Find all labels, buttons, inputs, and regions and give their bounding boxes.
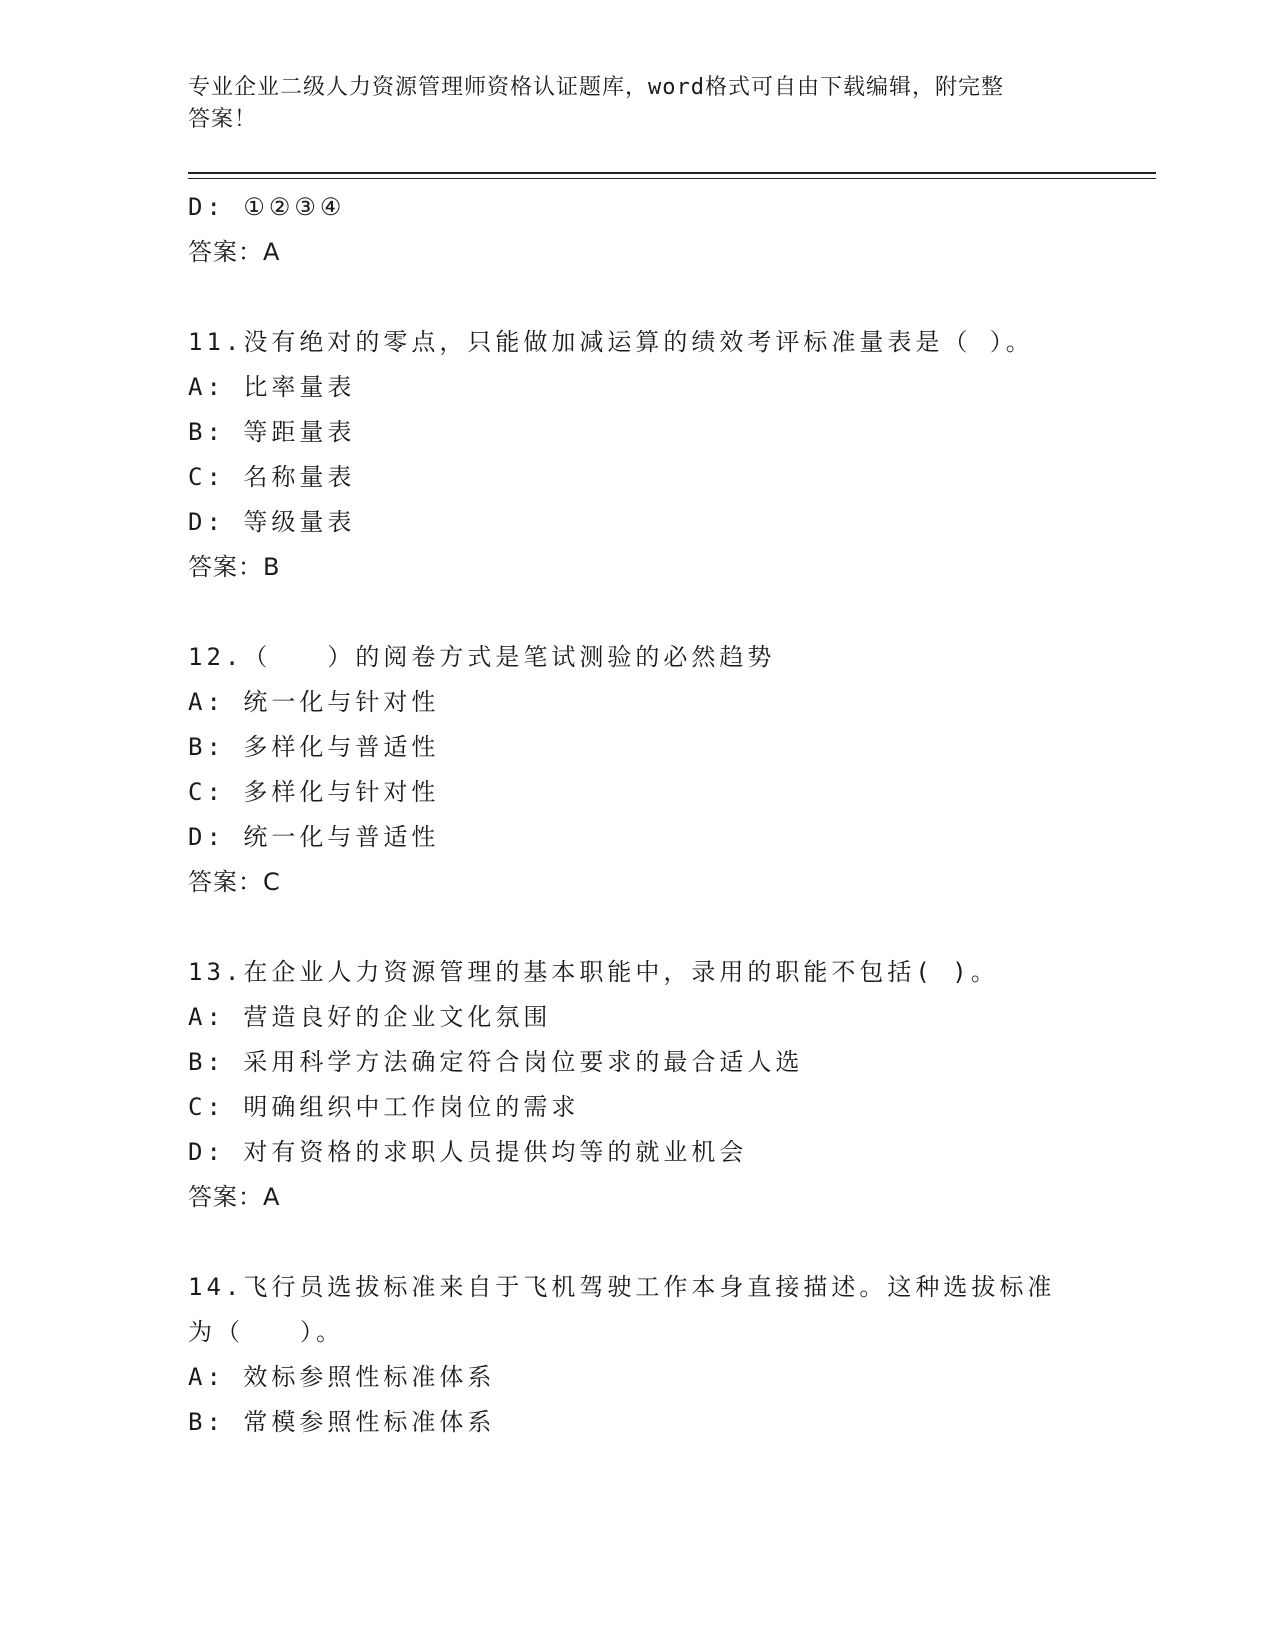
option-b: B: 常模参照性标准体系 bbox=[188, 1408, 496, 1436]
header-line-2: 答案！ bbox=[188, 107, 258, 132]
answer: 答案：C bbox=[188, 868, 281, 896]
option-c: C: 名称量表 bbox=[188, 463, 356, 491]
question-stem: 12.（ ）的阅卷方式是笔试测验的必然趋势 bbox=[188, 643, 776, 671]
page-header bbox=[188, 72, 1068, 136]
question-13 bbox=[188, 950, 1156, 1220]
option-b: B: 等距量表 bbox=[188, 418, 356, 446]
option-a: A: 统一化与针对性 bbox=[188, 688, 440, 716]
option-b: B: 采用科学方法确定符合岗位要求的最合适人选 bbox=[188, 1048, 804, 1076]
question-stem: 13.在企业人力资源管理的基本职能中，录用的职能不包括( )。 bbox=[188, 958, 999, 986]
question-stem-line-2: 为（ ）。 bbox=[188, 1318, 344, 1346]
answer: 答案：B bbox=[188, 553, 281, 581]
option-b: B: 多样化与普适性 bbox=[188, 733, 440, 761]
option-a: A: 营造良好的企业文化氛围 bbox=[188, 1003, 552, 1031]
option-d: D: 对有资格的求职人员提供均等的就业机会 bbox=[188, 1138, 748, 1166]
option-a: A: 效标参照性标准体系 bbox=[188, 1363, 496, 1391]
question-stem-line-1: 14.飞行员选拔标准来自于飞机驾驶工作本身直接描述。这种选拔标准 bbox=[188, 1273, 1056, 1301]
document-page bbox=[188, 72, 1156, 1445]
question-stem: 11.没有绝对的零点，只能做加减运算的绩效考评标准量表是（ ）。 bbox=[188, 328, 1034, 356]
prev-answer: 答案：A bbox=[188, 238, 281, 266]
prev-option-d: D: ①②③④ bbox=[188, 193, 346, 221]
header-line-1: 专业企业二级人力资源管理师资格认证题库，word格式可自由下载编辑，附完整 bbox=[188, 75, 1004, 100]
option-c: C: 明确组织中工作岗位的需求 bbox=[188, 1093, 580, 1121]
option-a: A: 比率量表 bbox=[188, 373, 356, 401]
option-d: D: 等级量表 bbox=[188, 508, 356, 536]
answer: 答案：A bbox=[188, 1183, 281, 1211]
option-c: C: 多样化与针对性 bbox=[188, 778, 440, 806]
question-14 bbox=[188, 1265, 1156, 1445]
question-12 bbox=[188, 635, 1156, 905]
option-d: D: 统一化与普适性 bbox=[188, 823, 440, 851]
header-divider bbox=[188, 172, 1156, 179]
question-11 bbox=[188, 320, 1156, 590]
